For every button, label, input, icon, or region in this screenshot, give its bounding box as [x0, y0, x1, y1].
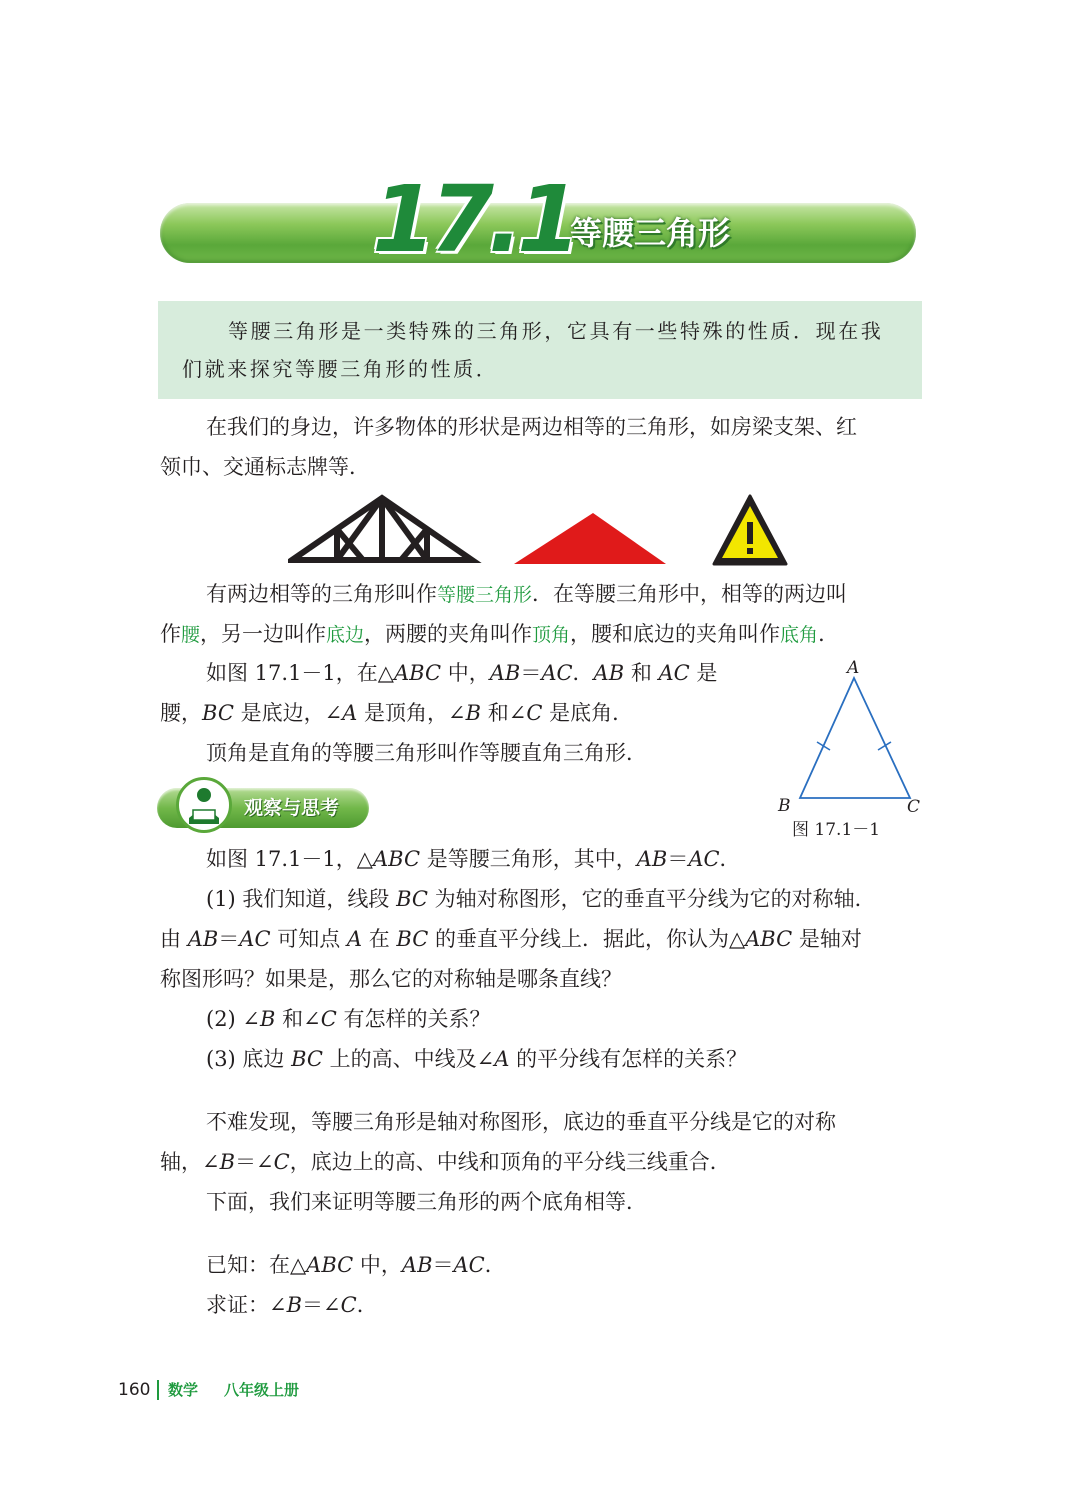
example-line-1: 如图 17.1－1，在△ABC 中，AB＝AC．AB 和 AC 是 — [206, 661, 718, 685]
footer-subject: 数学 — [168, 1381, 199, 1399]
warning-sign-icon — [714, 496, 786, 564]
definition-line-2: 作腰，另一边叫作底边，两腰的夹角叫作顶角，腰和底边的夹角叫作底角． — [160, 622, 840, 646]
reading-student-icon — [179, 780, 229, 830]
question-intro: 如图 17.1－1，△ABC 是等腰三角形，其中，AB＝AC． — [206, 847, 741, 871]
section-title: 等腰三角形 — [570, 214, 731, 252]
question-1-line-3: 称图形吗？如果是，那么它的对称轴是哪条直线？ — [160, 967, 622, 991]
observe-think-icon-circle — [176, 777, 232, 833]
term-vertex-angle: 顶角 — [532, 624, 571, 646]
triangle-figure — [790, 672, 920, 804]
para1-line-1: 在我们的身边，许多物体的形状是两边相等的三角形，如房梁支架、红 — [206, 415, 857, 439]
example-line-3: 顶角是直角的等腰三角形叫作等腰直角三角形． — [206, 741, 647, 765]
conclusion-line-3: 下面，我们来证明等腰三角形的两个底角相等． — [206, 1190, 647, 1214]
vertex-label-b: B — [778, 796, 791, 816]
proof-given: 已知：在△ABC 中，AB＝AC． — [206, 1253, 506, 1277]
question-1-line-2: 由 AB＝AC 可知点 A 在 BC 的垂直平分线上．据此，你认为△ABC 是轴对 — [160, 927, 862, 951]
proof-to-prove: 求证：∠B＝∠C． — [206, 1293, 378, 1317]
footer-divider — [157, 1380, 159, 1400]
term-leg: 腰 — [181, 624, 201, 646]
red-scarf-icon — [514, 513, 666, 564]
intro-line-2: 们就来探究等腰三角形的性质． — [182, 357, 499, 381]
vertex-label-c: C — [907, 797, 921, 817]
examples-illustration — [288, 492, 798, 568]
question-1-line-1: (1) 我们知道，线段 BC 为轴对称图形，它的垂直平分线为它的对称轴． — [206, 887, 876, 911]
intro-box — [158, 301, 922, 399]
conclusion-line-1: 不难发现，等腰三角形是轴对称图形，底边的垂直平分线是它的对称 — [206, 1110, 836, 1134]
figure-caption: 图 17.1－1 — [792, 820, 881, 840]
question-2: (2) ∠B 和∠C 有怎样的关系？ — [206, 1007, 491, 1031]
question-3: (3) 底边 BC 上的高、中线及∠A 的平分线有怎样的关系？ — [206, 1047, 748, 1071]
term-base-angle: 底角 — [780, 624, 819, 646]
para1-line-2: 领巾、交通标志牌等． — [160, 455, 370, 479]
conclusion-line-2: 轴，∠B＝∠C，底边上的高、中线和顶角的平分线三线重合． — [160, 1150, 731, 1174]
roof-truss-icon — [292, 498, 472, 560]
definition-line-1: 有两边相等的三角形叫作等腰三角形．在等腰三角形中，相等的两边叫 — [206, 582, 848, 606]
intro-line-1: 等腰三角形是一类特殊的三角形，它具有一些特殊的性质．现在我 — [228, 319, 884, 343]
observe-think-label: 观察与思考 — [244, 797, 340, 819]
page-number: 160 — [118, 1380, 151, 1400]
term-base: 底边 — [326, 624, 365, 646]
footer-grade: 八年级上册 — [224, 1381, 300, 1399]
vertex-label-a: A — [847, 658, 860, 678]
example-line-2: 腰，BC 是底边，∠A 是顶角，∠B 和∠C 是底角． — [160, 701, 634, 725]
section-number: 17.1 — [372, 166, 575, 273]
term-isosceles-triangle: 等腰三角形 — [437, 584, 533, 606]
